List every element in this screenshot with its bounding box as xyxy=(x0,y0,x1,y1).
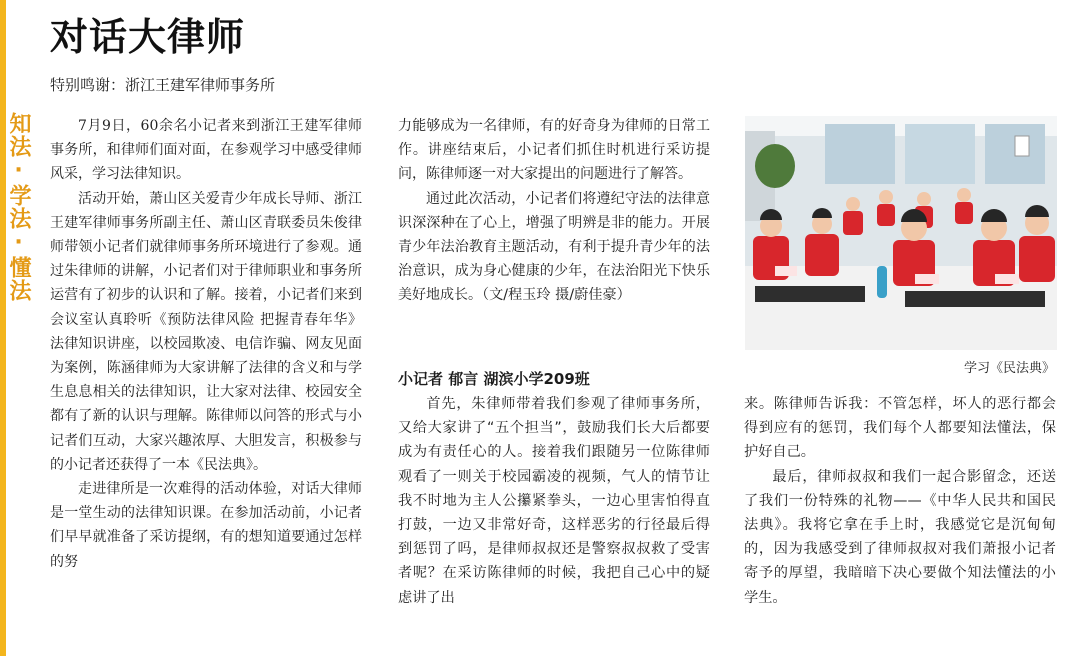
student-paragraph: 最后，律师叔叔和我们一起合影留念，还送了我们一份特殊的礼物——《中华人民共和国民法典》。我将它拿在手上时，我感觉它是沉甸甸的，因为我感受到了律师叔叔对我们萧报小记者寄予的厚望，我暗暗下决心要做个知法懂法的小学生。 xyxy=(744,468,1056,606)
classroom-photo xyxy=(745,116,1057,350)
student-column-1 xyxy=(398,392,710,642)
article-paragraph: 7月9日，60余名小记者来到浙江王建军律师事务所，和律师们面对面，在参观学习中感受律师风采，学习法律知识。 xyxy=(50,118,362,183)
section-tagline: 知法·学法·懂法 xyxy=(6,112,31,302)
page-title: 对话大律师 xyxy=(50,15,246,59)
student-paragraph-continued: 来。陈律师告诉我：不管怎样，坏人的恶行都会得到应有的惩罚，我们每个人都要知法懂法，保护好自己。 xyxy=(744,396,1056,461)
article-paragraph xyxy=(398,187,710,308)
article-paragraph: 走进律所是一次难得的活动体验，对话大律师是一堂生动的法律知识课。在参加活动前，小记者们早早就准备了采访提纲，有的想知道要通过怎样的努 xyxy=(50,481,362,570)
classroom-photo-illustration xyxy=(745,116,1057,350)
article-paragraph: 活动开始，萧山区关爱青少年成长导师、浙江王建军律师事务所副主任、萧山区青联委员朱俊律师带领小记者们就律师事务所环境进行了参观。通过朱律师的讲解，小记者们对于律师职业和事务所运营有了初步的认识和了解。接着，小记者们来到会议室认真聆听《预防法律风险 把握青春年华》法律知识讲座，以校园欺凌、电信诈骗、网友见面为案例，陈涵律师为大家讲解了法律的含义和与学生息息相关的法律知识，让大家对法律、校园安全都有了新的认识与理解。陈律师以问答的形式与小记者们互动，大家兴趣浓厚、大胆发言，积极参与的小记者还获得了一本《民法典》。 xyxy=(50,190,362,473)
article-column-1 xyxy=(50,114,362,634)
photo-caption: 学习《民法典》 xyxy=(964,361,1056,376)
article-paragraph-continued: 力能够成为一名律师，有的好奇身为律师的日常工作。讲座结束后，小记者们抓住时机进行采访提问，陈律师逐一对大家提出的问题进行了解答。 xyxy=(398,118,710,183)
accent-bar xyxy=(0,0,6,656)
author-signature: （文/程玉玲 摄/蔚佳豪） xyxy=(482,287,631,304)
article-column-2 xyxy=(398,114,710,354)
article-closing-text: 通过此次活动，小记者们将遵纪守法的法律意识深深种在了心上，增强了明辨是非的能力。开展青少年法治教育主题活动，有利于提升青少年的法治意识，成为身心健康的少年，在法治阳光下快乐美好地成长。 xyxy=(398,190,710,304)
student-paragraph: 首先，朱律师带着我们参观了律师事务所，又给大家讲了“五个担当”，鼓励我们长大后都要成为有责任心的人。接着我们跟随另一位陈律师观看了一则关于校园霸凌的视频，气人的情节让我不时地为主人公攥紧拳头，一边心里害怕得直打鼓，一边又非常好奇，这样恶劣的行径最后得到惩罚了吗，是律师叔叔还是警察叔叔救了受害者呢？在采访陈律师的时候，我把自己心中的疑虑讲了出 xyxy=(398,396,710,606)
credit-line: 特别鸣谢：浙江王建军律师事务所 xyxy=(50,76,276,94)
student-column-2 xyxy=(744,392,1056,642)
student-byline: 小记者 郁言 湖滨小学209班 xyxy=(398,370,590,388)
